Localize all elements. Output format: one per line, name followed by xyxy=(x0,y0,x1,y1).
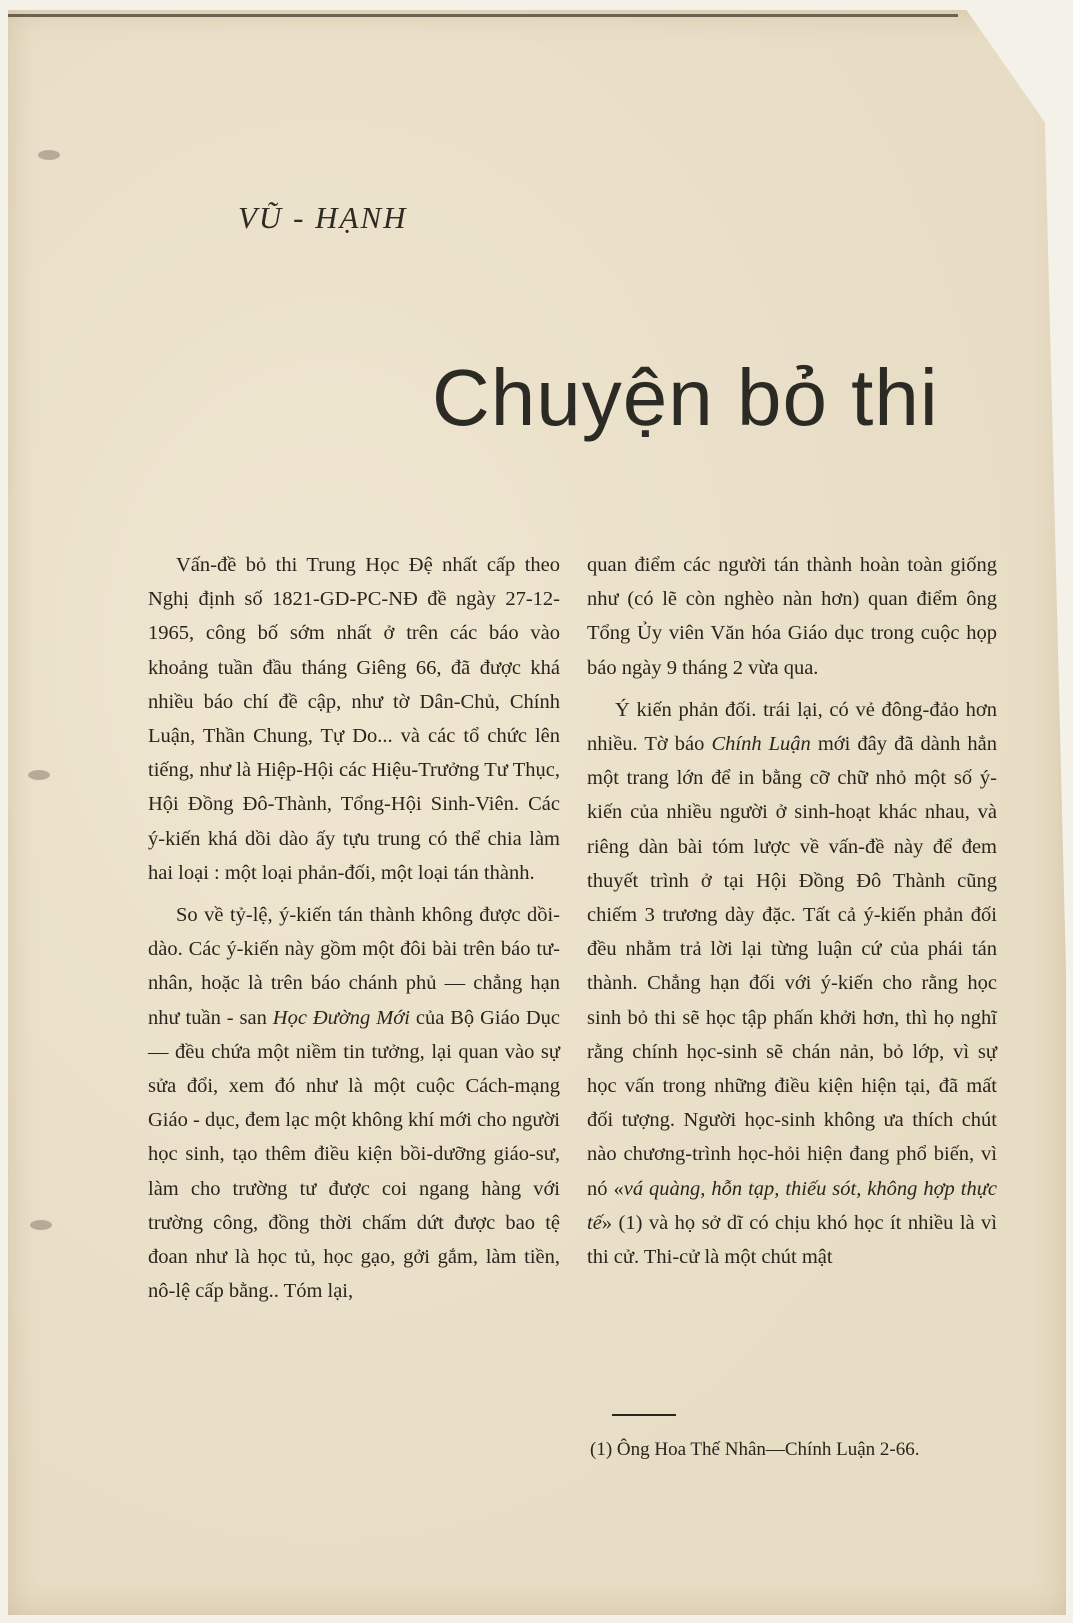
footnote: (1) Ông Hoa Thế Nhân—Chính Luận 2-66. xyxy=(590,1439,920,1460)
left-paragraph-1: Vấn-đề bỏ thi Trung Học Đệ nhất cấp theo Nghị định số 1821-GD-PC-NĐ đề ngày 27-12-1965, công bố sớm nhất ở trên các báo vào khoảng tuần đầu tháng Giêng 66, đã được khá nhiều báo chí đề cập, như tờ Dân-Chủ, Chính Luận, Thần Chung, Tự Do... và các tổ chức lên tiếng, như là Hiệp-Hội các Hiệu-Trưởng Tư Thục, Hội Đồng Đô-Thành, Tổng-Hội Sinh-Viên. Các ý-kiến khá dồi dào ấy tựu trung có thể chia làm hai loại : một loại phản-đối, một loại tán thành. xyxy=(148,554,560,884)
quoted-criticism: vá quàng, hỗn tạp, thiếu sót, không hợp thực tế xyxy=(587,1177,997,1234)
article-title: Chuyện bỏ thi xyxy=(432,353,939,442)
right-paragraph-2-text-c: » (1) và họ sở dĩ có chịu khó học ít nhiều là vì thi cử. Thi-cử là một chút mật xyxy=(587,1211,997,1269)
right-paragraph-2-text-a: Ý kiến phản đối. trái lại, có vẻ đông-đảo hơn nhiều. Tờ báo xyxy=(587,698,997,756)
right-paragraph-2-text-b: mới đây đã dành hẳn một trang lớn để in bằng cỡ chữ nhỏ một số ý-kiến của nhiều người ở sinh-hoạt khác nhau, và riêng dàn bài tóm lược về vấn-đề này để đem thuyết trình ở tại Hội Đồng Đô Thành cũng chiếm 3 trương dày đặc. Tất cả ý-kiến phản đối đều nhằm trả lời lại từng luận cứ của phái tán thành. Chẳng hạn đối với ý-kiến cho rằng học sinh bỏ thi sẽ học tập phấn khởi hơn, thì họ nghĩ rằng chính học-sinh sẽ chán nản, bỏ lớp, vì sự học vấn trong những điều kiện hiện tại, đã mất đối tượng. Người học-sinh không ưa thích chút nào chương-trình học-hỏi hiện đang phổ biến, vì nó « xyxy=(587,733,997,1200)
right-paragraph-2 xyxy=(587,693,997,1274)
left-paragraph-2-text-b: của Bộ Giáo Dục — đều chứa một niềm tin tưởng, lại quan vào sự sửa đổi, xem đó như là một cuộc Cách-mạng Giáo - dục, đem lạc một không khí mới cho người học sinh, tạo thêm điều kiện bồi-dưỡng giáo-sư, làm cho trường tư được coi ngang hàng với trường công, đồng thời chấm dứt được bao tệ đoan như là học tủ, học gạo, gởi gắm, làm tiền, nô-lệ cấp bằng.. Tóm lại, xyxy=(148,1006,561,1303)
left-paragraph-2 xyxy=(148,898,560,1308)
punch-hole-3 xyxy=(30,1220,52,1230)
author-name: VŨ - HẠNH xyxy=(238,200,408,235)
punch-hole-2 xyxy=(28,770,50,780)
page-top-edge xyxy=(8,14,958,17)
newspaper-name-chinh-luan: Chính Luận xyxy=(711,733,811,756)
left-column xyxy=(148,548,560,1308)
magazine-name-hoc-duong-moi: Học Đường Mới xyxy=(272,1006,410,1029)
left-paragraph-2-text-a: So về tỷ-lệ, ý-kiến tán thành không được dồi-dào. Các ý-kiến này gồm một đôi bài trên báo tư-nhân, hoặc là trên báo chánh phủ — chẳng hạn như tuần - san xyxy=(148,904,560,1029)
footnote-rule xyxy=(612,1414,676,1416)
punch-hole-1 xyxy=(38,150,60,160)
right-column xyxy=(587,548,997,1274)
right-paragraph-1: quan điểm các người tán thành hoàn toàn giống như (có lẽ còn nghèo nàn hơn) quan điểm ông Tổng Ủy viên Văn hóa Giáo dục trong cuộc họp báo ngày 9 tháng 2 vừa qua. xyxy=(587,554,997,679)
